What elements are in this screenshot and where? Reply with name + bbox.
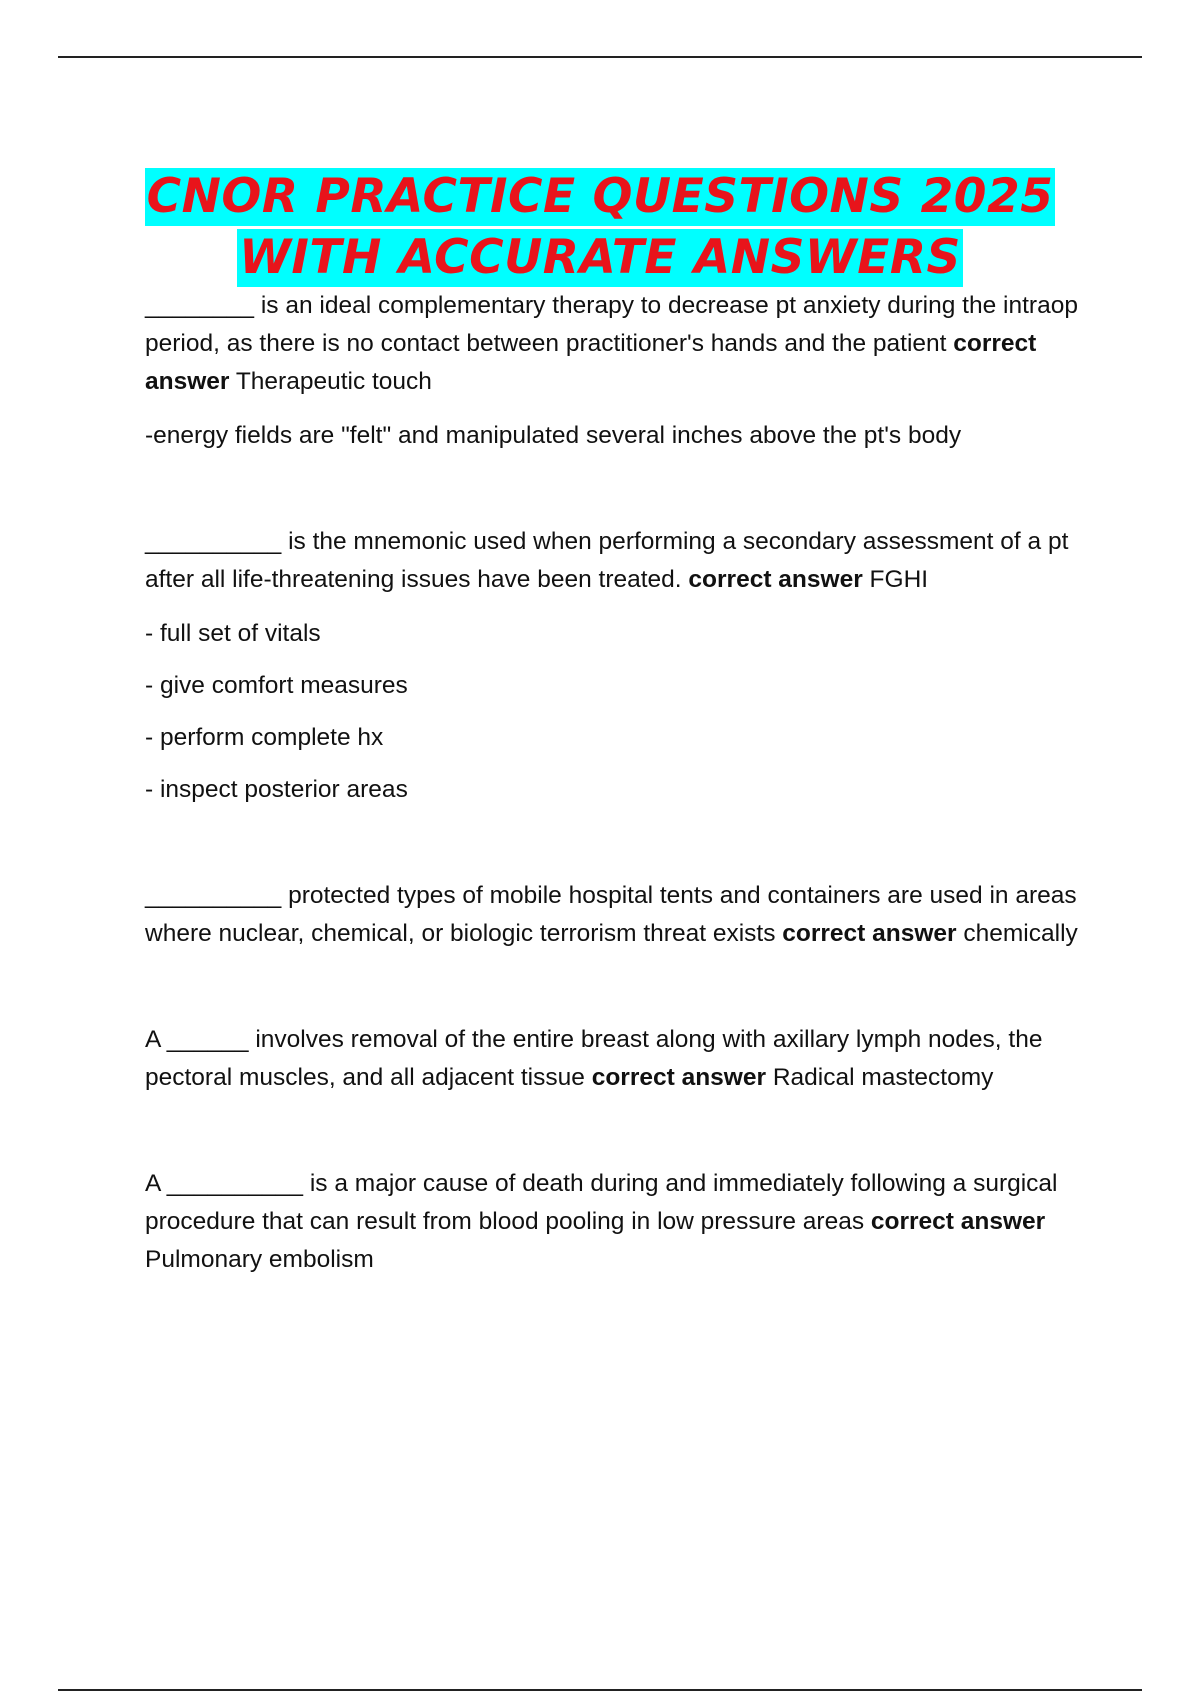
note-line: - give comfort measures (145, 672, 408, 699)
document-title (0, 168, 1200, 290)
question-text: ________ is an ideal complementary therapy to decrease pt anxiety during the intraop period, as there is no contact between practitioner's hands and the patient (145, 292, 1078, 357)
title-line-2: WITH ACCURATE ANSWERS (239, 230, 961, 285)
note-line: - perform complete hx (145, 724, 384, 751)
question-text: A ______ involves removal of the entire breast along with axillary lymph nodes, the pectoral muscles, and all adjacent tissue (145, 1026, 1043, 1091)
answer-label: correct answer (782, 920, 957, 947)
question-1 (145, 287, 1095, 401)
question-2 (145, 523, 1095, 599)
answer-label: correct answer (591, 1064, 767, 1091)
answer-label: correct answer (688, 566, 863, 593)
answer-label: correct answer (145, 330, 1037, 395)
answer-text: Radical mastectomy (772, 1064, 994, 1091)
footer-rule (58, 1689, 1142, 1691)
answer-text: chemically (963, 920, 1078, 947)
question-text: __________ protected types of mobile hospital tents and containers are used in areas where nuclear, chemical, or biologic terrorism threat exists (145, 882, 1077, 947)
answer-label: correct answer (870, 1208, 1046, 1235)
note-line: -energy fields are "felt" and manipulated several inches above the pt's body (145, 422, 962, 449)
header-rule (58, 56, 1142, 58)
question-text: A __________ is a major cause of death during and immediately following a surgical procedure that can result from blood pooling in low pressure areas (145, 1170, 1058, 1235)
note-line: - full set of vitals (145, 620, 321, 647)
answer-text: FGHI (869, 566, 929, 593)
question-5 (145, 1165, 1095, 1279)
note-line: - inspect posterior areas (145, 776, 408, 803)
answer-text: Pulmonary embolism (145, 1246, 374, 1273)
question-3 (145, 877, 1095, 953)
question-4 (145, 1021, 1095, 1097)
title-line-1: CNOR PRACTICE QUESTIONS 2025 (146, 169, 1054, 224)
question-list (145, 287, 1095, 1279)
answer-text: Therapeutic touch (235, 368, 432, 395)
question-text: __________ is the mnemonic used when performing a secondary assessment of a pt after all life-threatening issues have been treated. (145, 528, 1069, 593)
